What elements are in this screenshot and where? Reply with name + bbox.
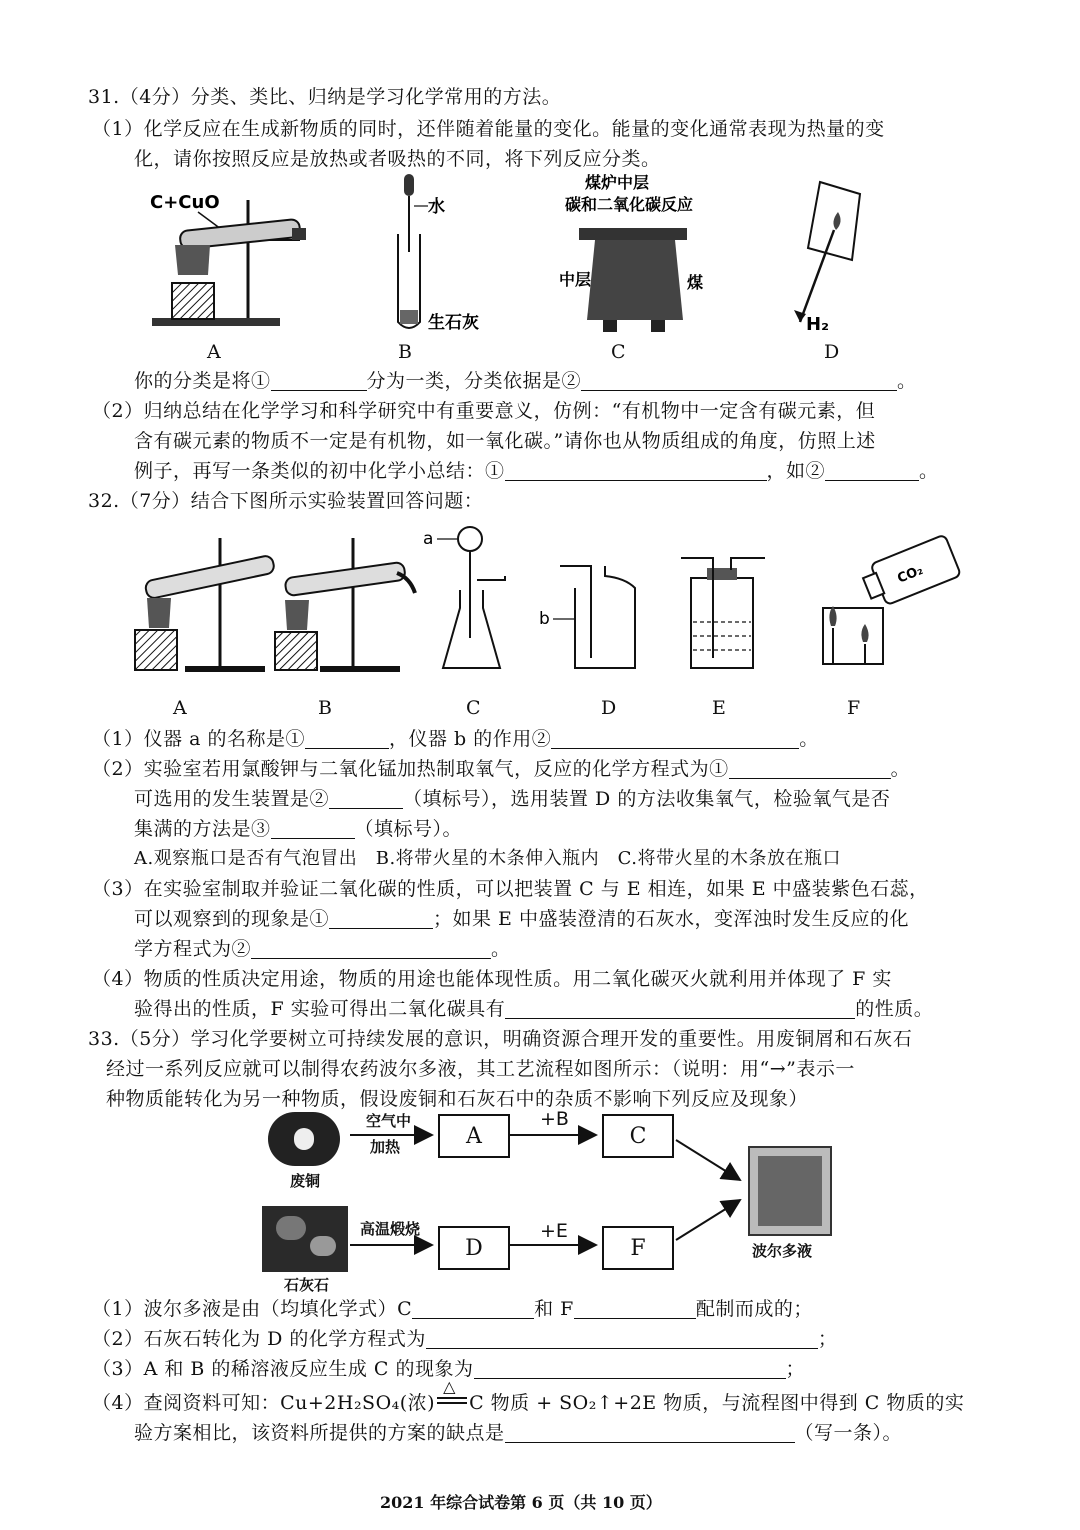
caption-32e: E xyxy=(712,697,726,719)
label-step2: 高温煅烧 xyxy=(360,1220,421,1238)
label-co2-bottle: CO₂ xyxy=(895,562,926,587)
q32-p4-line2: 验得出的性质，F 实验可得出二氧化碳具有 的性质。 xyxy=(134,998,934,1020)
caption-32c: C xyxy=(466,697,481,719)
q33-p4-line2: 验方案相比，该资料所提供的方案的缺点是 （写一条）。 xyxy=(134,1422,903,1444)
label-water: 水 xyxy=(428,197,445,217)
answer-blank-33-1-1[interactable] xyxy=(412,1298,534,1319)
q31-p2-line1: （2）归纳总结在化学学习和科学研究中有重要意义，仿例：“有机物中一定含有碳元素，但 xyxy=(92,400,876,422)
label-limestone: 石灰石 xyxy=(284,1276,330,1294)
q31-p2-line2: 含有碳元素的物质不一定是有机物，如一氧化碳。”请你也从物质组成的角度，仿照上述 xyxy=(134,430,876,452)
flow-box-f: F xyxy=(602,1226,674,1270)
q32-p1: （1）仪器 a 的名称是① ，仪器 b 的作用② 。 xyxy=(92,728,819,750)
heat-condition-arrow: △ xyxy=(435,1390,469,1416)
label-plus-b: +B xyxy=(540,1108,569,1130)
q31-p1-line2: 化，请你按照反应是放热或者吸热的不同，将下列反应分类。 xyxy=(134,148,661,170)
q31-p2-line3: 例子，再写一条类似的初中化学小总结：① ，如② 。 xyxy=(134,460,939,482)
label-quicklime: 生石灰 xyxy=(428,313,479,333)
caption-31c: C xyxy=(611,341,626,363)
label-stove-title1: 煤炉中层 xyxy=(585,173,650,192)
q33-line3: 种物质能转化为另一种物质，假设废铜和石灰石中的杂质不影响下列反应及现象） xyxy=(106,1088,809,1110)
page-footer: 2021 年综合试卷第 6 页（共 10 页） xyxy=(380,1493,662,1512)
label-step1a: 空气中 xyxy=(366,1112,412,1130)
caption-32b: B xyxy=(318,697,332,719)
q33-p1: （1）波尔多液是由（均填化学式）C 和 F 配制而成的； xyxy=(92,1298,813,1320)
label-instrument-b: b xyxy=(539,609,550,629)
flow-box-c: C xyxy=(602,1114,674,1158)
limestone-photo xyxy=(262,1206,348,1272)
answer-blank-33-3[interactable] xyxy=(474,1358,786,1379)
q31-p1-line1: （1）化学反应在生成新物质的同时，还伴随着能量的变化。能量的变化通常表现为热量的变 xyxy=(92,118,885,140)
q33-p2: （2）石灰石转化为 D 的化学方程式为 ； xyxy=(92,1328,838,1350)
bordeaux-mixture-photo xyxy=(748,1146,832,1236)
q33-p4-line1: （4）查阅资料可知：Cu+2H₂SO₄(浓) △ C 物质 + SO₂↑+2E 物质，与流程图中得到 C 物质的实 xyxy=(92,1377,965,1414)
label-step1b: 加热 xyxy=(370,1138,401,1156)
q32-p3-line2: 可以观察到的现象是① ；如果 E 中盛装澄清的石灰水，变浑浊时发生反应的化 xyxy=(134,908,909,930)
q32-p2-line2: 可选用的发生装置是② （填标号），选用装置 D 的方法收集氧气，检验氧气是否 xyxy=(134,788,891,810)
label-middle-layer: 中层 xyxy=(559,270,592,289)
q32-title: 32.（7分）结合下图所示实验装置回答问题： xyxy=(88,490,484,512)
copper-scrap-photo xyxy=(268,1112,340,1166)
caption-32d: D xyxy=(601,697,617,719)
label-h2: H₂ xyxy=(806,314,829,335)
caption-31d: D xyxy=(824,341,840,363)
answer-blank-33-1-2[interactable] xyxy=(574,1298,696,1319)
label-c-cuo: C+CuO xyxy=(150,192,220,213)
q32-p3-line3: 学方程式为② 。 xyxy=(134,938,511,960)
q33-p3: （3）A 和 B 的稀溶液反应生成 C 的现象为 ； xyxy=(92,1358,806,1380)
q32-options: A.观察瓶口是否有气泡冒出 B.将带火星的木条伸入瓶内 C.将带火星的木条放在瓶口 xyxy=(134,848,842,869)
q31-title: 31.（4分）分类、类比、归纳是学习化学常用的方法。 xyxy=(88,86,562,108)
caption-32a: A xyxy=(173,697,187,719)
label-bordeaux: 波尔多液 xyxy=(752,1242,813,1260)
q32-p3-line1: （3）在实验室制取并验证二氧化碳的性质，可以把装置 C 与 E 相连，如果 E 中盛装紫色石蕊， xyxy=(92,878,929,900)
caption-31a: A xyxy=(207,341,221,363)
answer-blank-33-2[interactable] xyxy=(426,1328,818,1349)
label-stove-title2: 碳和二氧化碳反应 xyxy=(565,195,694,214)
label-copper-scrap: 废铜 xyxy=(290,1172,321,1190)
label-coal: 煤 xyxy=(687,273,704,292)
q33-line2: 经过一系列反应就可以制得农药波尔多液，其工艺流程如图所示：（说明：用“→”表示一 xyxy=(106,1058,855,1080)
q32-p4-line1: （4）物质的性质决定用途，物质的用途也能体现性质。用二氧化碳灭火就利用并体现了 F 实 xyxy=(92,968,892,990)
caption-32f: F xyxy=(847,697,861,719)
label-instrument-a: a xyxy=(423,529,434,549)
q32-p2-line1: （2）实验室若用氯酸钾与二氧化锰加热制取氧气，反应的化学方程式为① 。 xyxy=(92,758,911,780)
answer-blank-33-4[interactable] xyxy=(505,1422,795,1443)
q33-title: 33.（5分）学习化学要树立可持续发展的意识，明确资源合理开发的重要性。用废铜屑和石灰石 xyxy=(88,1028,913,1050)
q31-p1-answer: 你的分类是将① 分为一类，分类依据是② 。 xyxy=(134,370,917,392)
flow-box-d: D xyxy=(438,1226,510,1270)
flow-box-a: A xyxy=(438,1114,510,1158)
caption-31b: B xyxy=(398,341,412,363)
label-plus-e: +E xyxy=(540,1220,568,1242)
q32-p2-line3: 集满的方法是③ （填标号）。 xyxy=(134,818,463,840)
